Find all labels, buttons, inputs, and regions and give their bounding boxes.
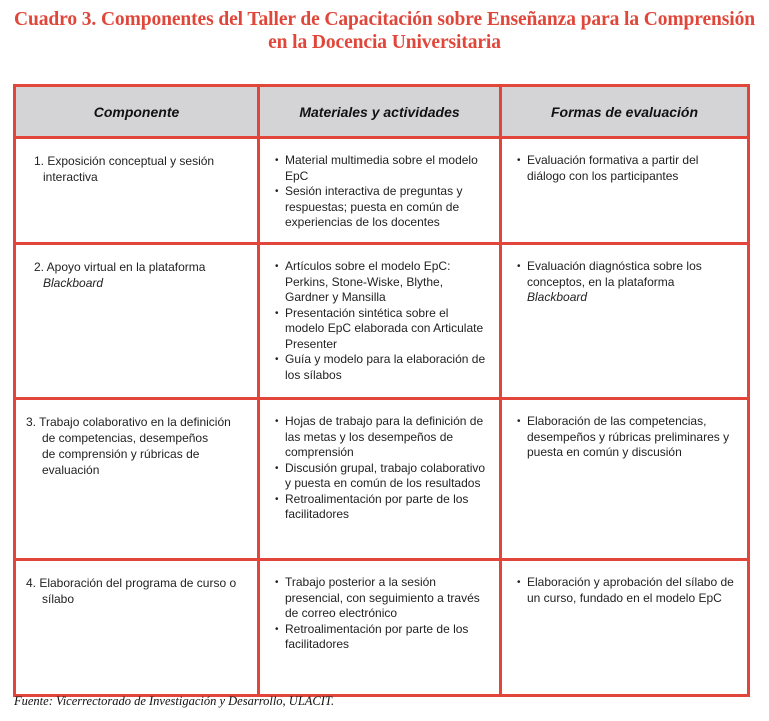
table-caption	[0, 8, 769, 54]
component-cell: 4. Elaboración del programa de curso o sílabo	[15, 560, 259, 696]
component-cell	[15, 244, 259, 399]
component-title: 4. Elaboración del programa de curso o	[26, 576, 237, 590]
caption-line-1: Cuadro 3. Componentes del Taller de Capacitación sobre Enseñanza para la Comprensión	[14, 9, 755, 30]
header-evaluacion: Formas de evaluación	[501, 86, 749, 138]
materials-cell	[259, 560, 501, 696]
table-row	[15, 244, 749, 399]
evaluation-cell	[501, 244, 749, 399]
source-note: Fuente: Vicerrectorado de Investigación y Desarrollo, ULACIT.	[14, 694, 335, 708]
list-item: • Discusión grupal, trabajo colaborativo y puesta en común de los resultados	[275, 461, 489, 492]
list-item: • Retroalimentación por parte de los facilitadores	[275, 492, 489, 523]
evaluation-cell	[501, 560, 749, 696]
list-item: • Presentación sintética sobre el modelo EpC elaborada con Articulate Presenter	[275, 306, 489, 353]
header-row	[15, 86, 749, 138]
materials-cell	[259, 138, 501, 244]
component-cell	[15, 138, 259, 244]
list-item: • Guía y modelo para la elaboración de los sílabos	[275, 352, 489, 383]
list-item: • Artículos sobre el modelo EpC: Perkins, Stone-Wiske, Blythe, Gardner y Mansilla	[275, 259, 489, 306]
table-row	[15, 399, 749, 560]
list-item: • Retroalimentación por parte de los facilitadores	[275, 622, 489, 653]
header-materiales: Materiales y actividades	[259, 86, 501, 138]
materials-cell	[259, 399, 501, 560]
component-title-cont: interactiva	[43, 170, 98, 184]
list-item: • Evaluación formativa a partir del diálogo con los participantes	[517, 153, 737, 184]
list-item: • Hojas de trabajo para la definición de las metas y los desempeños de comprensión	[275, 414, 489, 461]
component-title: 1. Exposición conceptual y sesión	[34, 154, 215, 168]
table-row	[15, 560, 749, 696]
component-title: 2. Apoyo virtual en la plataforma	[34, 260, 206, 274]
table-row	[15, 138, 749, 244]
list-item: • Evaluación diagnóstica sobre los conceptos, en la plataforma Blackboard	[517, 259, 737, 306]
materials-cell	[259, 244, 501, 399]
list-item: • Elaboración y aprobación del sílabo de un curso, fundado en el modelo EpC	[517, 575, 737, 606]
component-title: 3. Trabajo colaborativo en la definición	[26, 415, 231, 429]
list-item: • Elaboración de las competencias, desempeños y rúbricas preliminares y puesta en común y discusión	[517, 414, 737, 461]
evaluation-cell	[501, 138, 749, 244]
header-componente: Componente	[15, 86, 259, 138]
list-item: • Trabajo posterior a la sesión presencial, con seguimiento a través de correo electrónico	[275, 575, 489, 622]
component-title-cont: Blackboard	[43, 276, 104, 290]
caption-line-2: en la Docencia Universitaria	[268, 32, 501, 53]
component-cell: 3. Trabajo colaborativo en la definición de competencias, desempeños de comprensión y rúbricas de evaluación	[15, 399, 259, 560]
components-table	[13, 84, 750, 697]
list-item: • Sesión interactiva de preguntas y respuestas; puesta en común de experiencias de los docentes	[275, 184, 489, 231]
evaluation-cell	[501, 399, 749, 560]
list-item: • Material multimedia sobre el modelo EpC	[275, 153, 489, 184]
